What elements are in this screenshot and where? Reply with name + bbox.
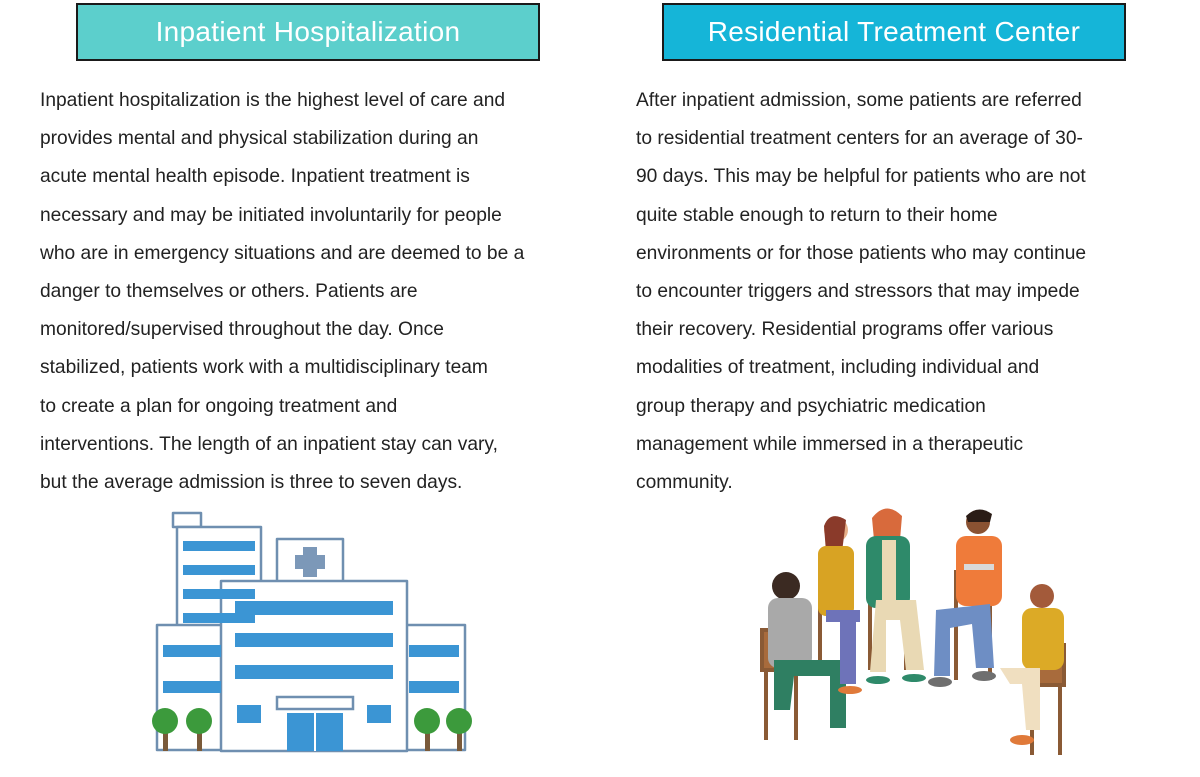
text-line: stabilized, patients work with a multidisciplinary team (40, 357, 488, 379)
group-therapy-illustration (710, 500, 1080, 770)
hospital-illustration (145, 505, 485, 765)
residential-title: Residential Treatment Center (707, 16, 1081, 47)
inpatient-header (76, 3, 540, 61)
text-line: interventions. The length of an inpatient stay can vary, (40, 433, 498, 455)
text-line: quite stable enough to return to their home (636, 204, 998, 226)
residential-header (662, 3, 1126, 61)
text-line: monitored/supervised throughout the day. Once (40, 319, 444, 341)
residential-description (636, 82, 1196, 502)
text-line: danger to themselves or others. Patients are (40, 281, 418, 303)
text-line: necessary and may be initiated involuntarily for people (40, 204, 502, 226)
text-line: environments or for those patients who may continue (636, 242, 1087, 264)
text-line: 90 days. This may be helpful for patients who are not (636, 166, 1086, 188)
text-line: modalities of treatment, including individual and (636, 357, 1040, 379)
text-line: to create a plan for ongoing treatment and (40, 395, 398, 417)
text-line: but the average admission is three to seven days. (40, 472, 463, 494)
text-line: to encounter triggers and stressors that may impede (636, 281, 1080, 303)
text-line: community. (636, 472, 733, 494)
text-line: group therapy and psychiatric medication (636, 395, 986, 417)
inpatient-title: Inpatient Hospitalization (155, 16, 461, 47)
text-line: After inpatient admission, some patients are referred (636, 90, 1082, 111)
text-line: acute mental health episode. Inpatient treatment is (40, 166, 470, 188)
text-line: to residential treatment centers for an average of 30- (636, 128, 1083, 150)
inpatient-description (40, 82, 592, 502)
text-line: Inpatient hospitalization is the highest level of care and (40, 90, 506, 111)
text-line: their recovery. Residential programs offer various (636, 319, 1054, 341)
text-line: who are in emergency situations and are deemed to be a (40, 242, 525, 264)
text-line: management while immersed in a therapeutic (636, 433, 1024, 455)
text-line: provides mental and physical stabilization during an (40, 128, 479, 150)
